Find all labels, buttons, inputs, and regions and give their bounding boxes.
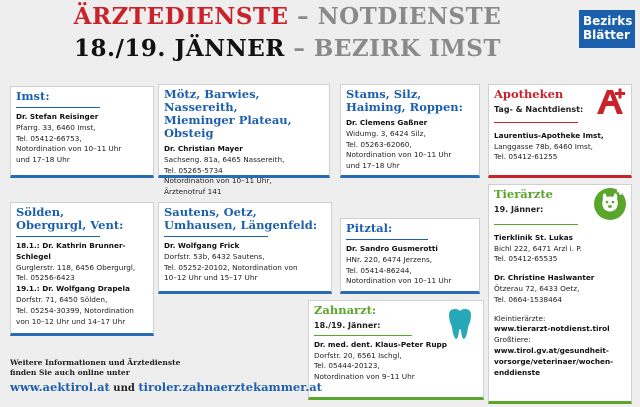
divider (16, 107, 100, 108)
address: Gurglerstr. 118, 6456 Obergurgl, (16, 262, 136, 272)
hours: 10–12 Uhr und 15–17 Uhr (164, 273, 258, 283)
bezirksblaetter-logo (579, 10, 635, 48)
address: Widumg. 3, 6424 Silz, (346, 128, 426, 138)
card-stams-head (346, 88, 474, 114)
card-moetz-head (164, 88, 324, 140)
head-line-2: Obergurgl, Vent: (16, 218, 124, 232)
doctor-name: 19.1.: Dr. Wolfgang Drapela (16, 284, 130, 294)
logo-line-1: Bezirks (583, 14, 633, 28)
phone: Tel. 05265-5734 (164, 165, 223, 175)
card-apotheken (488, 84, 632, 178)
card-pitztal-head: Pitztal: (346, 221, 393, 235)
address: Dorfstr. 20, 6561 Ischgl, (314, 350, 402, 360)
card-tieraerzte-sub: 19. Jänner: (494, 205, 544, 214)
address: Langgasse 78b, 6460 Imst, (494, 141, 593, 151)
large-animal-label: Großtiere: (494, 335, 531, 345)
card-imst-head: Imst: (16, 89, 50, 103)
doctor-name: Dr. Sandro Gusmerotti (346, 244, 438, 253)
vet-name: Dr. Christine Haslwanter (494, 273, 595, 283)
phone: Tel. 05254-30399, Notordination (16, 305, 134, 315)
divider (494, 224, 578, 225)
link-aektirol[interactable]: www.aektirol.at (10, 380, 110, 394)
card-sautens (158, 202, 332, 294)
phone: Tel. 05252-20102, Notordination von (164, 262, 298, 272)
title-aerztedienste: ÄRZTEDIENSTE (73, 3, 289, 30)
address: Pfarrg. 33, 6460 Imst, (16, 122, 96, 132)
hours: Notordination von 10–11 Uhr (346, 276, 452, 286)
emergency-call: Ärztenotruf 141 (164, 187, 222, 197)
card-soelden-head (16, 206, 148, 232)
address: Sachseng. 81a, 6465 Nassereith, (164, 154, 285, 164)
divider (346, 239, 428, 240)
card-apotheken-sub: Tag- & Nachtdienst: (494, 105, 584, 114)
link-separator: und (109, 383, 139, 394)
head-line-2: Haiming, Roppen: (346, 100, 463, 114)
card-pitztal (340, 218, 480, 294)
divider (314, 335, 412, 336)
footer-line-1: Weitere Informationen und Ärztedienste (10, 358, 181, 367)
footer-links (10, 380, 322, 394)
tooth-icon (445, 307, 475, 341)
divider (16, 236, 100, 237)
address: Dorfstr. 71, 6450 Sölden, (16, 294, 108, 304)
link-zahnaerztekammer[interactable]: tiroler.zahnaerztekammer.at (138, 380, 322, 394)
head-line-1: Sölden, (16, 205, 65, 219)
clinic-name: Tierklinik St. Lukas (494, 232, 573, 242)
doctor-name: Schlegel (16, 251, 51, 261)
phone: Tel. 05414-86244, (346, 265, 412, 275)
title-date: 18./19. JÄNNER (74, 35, 285, 62)
hours: von 10–12 Uhr und 14–17 Uhr (16, 316, 126, 326)
large-animal-link[interactable]: vorsorge/veterinaer/wochen- (494, 356, 614, 366)
hours: und 17–18 Uhr (16, 155, 70, 165)
title-line-1 (0, 3, 575, 30)
phone: Tel. 05412-66753, (16, 133, 82, 143)
title-sep-2: – (284, 35, 314, 62)
dentist-name: Dr. med. dent. Klaus-Peter Rupp (314, 339, 447, 349)
hours: und 17–18 Uhr (346, 161, 400, 171)
phone: Tel. 05263-62060, (346, 139, 412, 149)
divider (164, 236, 268, 237)
large-animal-link[interactable]: www.tirol.gv.at/gesundheit- (494, 345, 609, 355)
phone: Tel. 05444-20123, (314, 361, 380, 371)
card-soelden (10, 202, 154, 336)
head-line-1: Mötz, Barwies, Nassereith, (164, 87, 260, 114)
doctor-name: 18.1.: Dr. Kathrin Brunner- (16, 241, 126, 250)
pharmacy-a-icon (593, 88, 627, 116)
title-notdienste: NOTDIENSTE (317, 3, 502, 30)
card-stams (340, 84, 480, 178)
address: Bichl 222, 6471 Arzl i. P. (494, 243, 582, 253)
phone: Tel. 05412-65535 (494, 254, 558, 264)
head-line-2: Umhausen, Längenfeld: (164, 218, 318, 232)
address: HNr. 220, 6474 Jerzens, (346, 254, 433, 264)
card-apotheken-head: Apotheken (494, 87, 564, 101)
footer-note (10, 358, 310, 378)
small-animal-link[interactable]: www.tierarzt-notdienst.tirol (494, 324, 610, 334)
small-animal-label: Kleintierärzte: (494, 313, 546, 323)
pharmacy-name: Laurentius-Apotheke Imst, (494, 130, 604, 140)
spacer (494, 306, 626, 314)
large-animal-link[interactable]: enddienste (494, 367, 541, 377)
doctor-name: Dr. Stefan Reisinger (16, 112, 99, 121)
hours: Notordination von 10–11 Uhr, (164, 176, 272, 186)
card-zahnarzt-head: Zahnarzt: (314, 303, 377, 317)
card-moetz (158, 84, 330, 197)
title-line-2 (0, 35, 575, 62)
card-tieraerzte-head: Tierärzte (494, 187, 553, 201)
vet-dog-icon (593, 187, 627, 221)
title-sep-1: – (288, 3, 318, 30)
address: Ötzerau 72, 6433 Oetz, (494, 283, 580, 293)
spacer (494, 265, 626, 273)
title-bezirk: BEZIRK IMST (313, 35, 501, 62)
head-line-1: Stams, Silz, (346, 87, 422, 101)
card-sautens-head (164, 206, 326, 232)
footer-line-2: finden Sie auch online unter (10, 368, 130, 377)
head-line-2: Mieminger Plateau, Obsteig (164, 113, 292, 140)
hours: Notordination von 10–11 Uhr (346, 150, 452, 160)
logo-line-2: Blätter (583, 28, 630, 42)
doctor-name: Dr. Christian Mayer (164, 144, 243, 153)
address: Dorfstr. 53b, 6432 Sautens, (164, 251, 265, 261)
hours: Notordination von 9–11 Uhr (314, 372, 415, 382)
head-line-1: Sautens, Oetz, (164, 205, 257, 219)
card-zahnarzt (308, 300, 484, 400)
phone: Tel. 05412-61255 (494, 152, 558, 162)
doctor-name: Dr. Wolfgang Frick (164, 241, 240, 250)
phone: Tel. 05256-6423 (16, 273, 75, 283)
divider (494, 122, 578, 123)
phone: Tel. 0664-1538464 (494, 294, 563, 304)
hours: Notordination von 10–11 Uhr (16, 144, 122, 154)
card-tieraerzte (488, 184, 632, 404)
card-imst (10, 86, 154, 178)
doctor-name: Dr. Clemens Gaßner (346, 118, 428, 127)
card-zahnarzt-sub: 18./19. Jänner: (314, 321, 381, 330)
